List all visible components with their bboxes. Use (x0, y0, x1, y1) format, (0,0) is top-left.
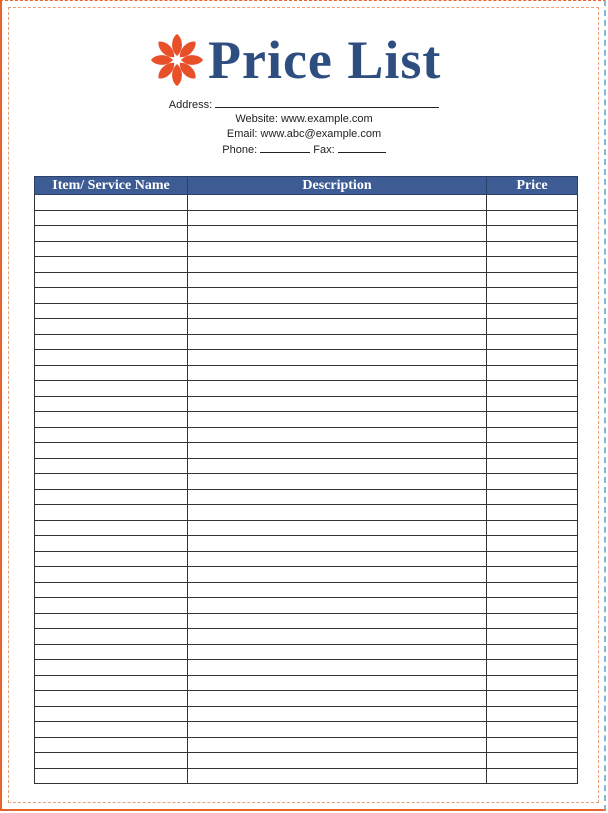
description-cell[interactable] (188, 629, 487, 645)
description-cell[interactable] (188, 768, 487, 784)
price-cell[interactable] (487, 613, 578, 629)
item-cell[interactable] (35, 350, 188, 366)
table-row (35, 226, 578, 242)
column-header-item: Item/ Service Name (35, 177, 188, 195)
price-cell[interactable] (487, 706, 578, 722)
price-cell[interactable] (487, 644, 578, 660)
description-cell[interactable] (188, 241, 487, 257)
item-cell[interactable] (35, 613, 188, 629)
table-row (35, 722, 578, 738)
item-cell[interactable] (35, 536, 188, 552)
description-cell[interactable] (188, 381, 487, 397)
description-cell[interactable] (188, 334, 487, 350)
price-cell[interactable] (487, 474, 578, 490)
description-cell[interactable] (188, 598, 487, 614)
table-row (35, 613, 578, 629)
item-cell[interactable] (35, 443, 188, 459)
table-row (35, 319, 578, 335)
description-cell[interactable] (188, 753, 487, 769)
item-cell[interactable] (35, 582, 188, 598)
table-row (35, 629, 578, 645)
table-header-row (35, 177, 578, 195)
item-cell[interactable] (35, 474, 188, 490)
price-cell[interactable] (487, 582, 578, 598)
price-cell[interactable] (487, 241, 578, 257)
price-cell[interactable] (487, 598, 578, 614)
table-row (35, 768, 578, 784)
description-cell[interactable] (188, 272, 487, 288)
table-row (35, 536, 578, 552)
table-row (35, 458, 578, 474)
email-line: Email: www.abc@example.com (226, 128, 382, 140)
item-cell[interactable] (35, 768, 188, 784)
table-row (35, 288, 578, 304)
item-cell[interactable] (35, 381, 188, 397)
item-cell[interactable] (35, 675, 188, 691)
price-cell[interactable] (487, 489, 578, 505)
price-cell[interactable] (487, 396, 578, 412)
item-cell[interactable] (35, 505, 188, 521)
price-cell[interactable] (487, 551, 578, 567)
table-row (35, 210, 578, 226)
item-cell[interactable] (35, 319, 188, 335)
item-cell[interactable] (35, 629, 188, 645)
price-cell[interactable] (487, 303, 578, 319)
table-row (35, 520, 578, 536)
description-cell[interactable] (188, 195, 487, 211)
price-table (34, 176, 578, 784)
price-cell[interactable] (487, 629, 578, 645)
price-cell[interactable] (487, 505, 578, 521)
column-header-price: Price (487, 177, 578, 195)
item-cell[interactable] (35, 241, 188, 257)
price-cell[interactable] (487, 350, 578, 366)
table-row (35, 272, 578, 288)
price-cell[interactable] (487, 753, 578, 769)
price-cell[interactable] (487, 443, 578, 459)
price-cell[interactable] (487, 272, 578, 288)
item-cell[interactable] (35, 520, 188, 536)
address-blank[interactable] (215, 97, 439, 108)
description-cell[interactable] (188, 210, 487, 226)
table-row (35, 303, 578, 319)
table-row (35, 257, 578, 273)
phone-label: Phone: (222, 144, 258, 156)
item-cell[interactable] (35, 365, 188, 381)
price-cell[interactable] (487, 257, 578, 273)
table-row (35, 443, 578, 459)
price-cell[interactable] (487, 458, 578, 474)
table-row (35, 427, 578, 443)
table-row (35, 582, 578, 598)
item-cell[interactable] (35, 722, 188, 738)
item-cell[interactable] (35, 303, 188, 319)
price-cell[interactable] (487, 226, 578, 242)
price-cell[interactable] (487, 675, 578, 691)
description-cell[interactable] (188, 706, 487, 722)
table-row (35, 691, 578, 707)
description-cell[interactable] (188, 691, 487, 707)
item-cell[interactable] (35, 272, 188, 288)
flower-logo-icon (148, 32, 206, 88)
address-line (0, 97, 608, 112)
price-cell[interactable] (487, 365, 578, 381)
address-label: Address: (168, 99, 213, 111)
item-cell[interactable] (35, 644, 188, 660)
table-row (35, 381, 578, 397)
description-cell[interactable] (188, 474, 487, 490)
table-row (35, 567, 578, 583)
description-cell[interactable] (188, 226, 487, 242)
price-cell[interactable] (487, 660, 578, 676)
table-row (35, 737, 578, 753)
description-cell[interactable] (188, 303, 487, 319)
description-cell[interactable] (188, 505, 487, 521)
table-row (35, 396, 578, 412)
fax-label: Fax: (313, 144, 335, 156)
description-cell[interactable] (188, 288, 487, 304)
item-cell[interactable] (35, 551, 188, 567)
page-title: Price List (208, 30, 442, 90)
table-row (35, 365, 578, 381)
table-row (35, 489, 578, 505)
item-cell[interactable] (35, 567, 188, 583)
item-cell[interactable] (35, 737, 188, 753)
description-cell[interactable] (188, 412, 487, 428)
price-cell[interactable] (487, 737, 578, 753)
table-row (35, 334, 578, 350)
item-cell[interactable] (35, 458, 188, 474)
price-cell[interactable] (487, 381, 578, 397)
table-row (35, 551, 578, 567)
price-cell[interactable] (487, 768, 578, 784)
item-cell[interactable] (35, 427, 188, 443)
description-cell[interactable] (188, 365, 487, 381)
description-cell[interactable] (188, 257, 487, 273)
website-line: Website: www.example.com (235, 113, 373, 125)
description-cell[interactable] (188, 520, 487, 536)
table-row (35, 753, 578, 769)
price-cell[interactable] (487, 210, 578, 226)
price-cell[interactable] (487, 691, 578, 707)
table-row (35, 660, 578, 676)
description-cell[interactable] (188, 319, 487, 335)
description-cell[interactable] (188, 722, 487, 738)
price-cell[interactable] (487, 288, 578, 304)
description-cell[interactable] (188, 567, 487, 583)
description-cell[interactable] (188, 737, 487, 753)
description-cell[interactable] (188, 396, 487, 412)
item-cell[interactable] (35, 660, 188, 676)
item-cell[interactable] (35, 226, 188, 242)
description-cell[interactable] (188, 458, 487, 474)
table-row (35, 675, 578, 691)
price-cell[interactable] (487, 334, 578, 350)
table-row (35, 706, 578, 722)
item-cell[interactable] (35, 334, 188, 350)
fax-blank[interactable] (338, 142, 386, 153)
description-cell[interactable] (188, 644, 487, 660)
phone-blank[interactable] (260, 142, 310, 153)
item-cell[interactable] (35, 753, 188, 769)
item-cell[interactable] (35, 257, 188, 273)
price-cell[interactable] (487, 520, 578, 536)
price-cell[interactable] (487, 567, 578, 583)
item-cell[interactable] (35, 489, 188, 505)
table-row (35, 474, 578, 490)
table-row (35, 505, 578, 521)
item-cell[interactable] (35, 706, 188, 722)
table-row (35, 598, 578, 614)
price-cell[interactable] (487, 427, 578, 443)
description-cell[interactable] (188, 536, 487, 552)
phone-fax-line (0, 142, 608, 157)
description-cell[interactable] (188, 582, 487, 598)
description-cell[interactable] (188, 443, 487, 459)
price-cell[interactable] (487, 319, 578, 335)
item-cell[interactable] (35, 691, 188, 707)
table-row (35, 350, 578, 366)
item-cell[interactable] (35, 195, 188, 211)
item-cell[interactable] (35, 288, 188, 304)
item-cell[interactable] (35, 210, 188, 226)
price-cell[interactable] (487, 722, 578, 738)
price-cell[interactable] (487, 195, 578, 211)
description-cell[interactable] (188, 350, 487, 366)
column-header-description: Description (188, 177, 487, 195)
description-cell[interactable] (188, 660, 487, 676)
item-cell[interactable] (35, 396, 188, 412)
table-row (35, 195, 578, 211)
item-cell[interactable] (35, 412, 188, 428)
description-cell[interactable] (188, 613, 487, 629)
table-row (35, 644, 578, 660)
description-cell[interactable] (188, 551, 487, 567)
price-cell[interactable] (487, 412, 578, 428)
item-cell[interactable] (35, 598, 188, 614)
description-cell[interactable] (188, 427, 487, 443)
description-cell[interactable] (188, 675, 487, 691)
table-row (35, 241, 578, 257)
price-cell[interactable] (487, 536, 578, 552)
table-row (35, 412, 578, 428)
description-cell[interactable] (188, 489, 487, 505)
